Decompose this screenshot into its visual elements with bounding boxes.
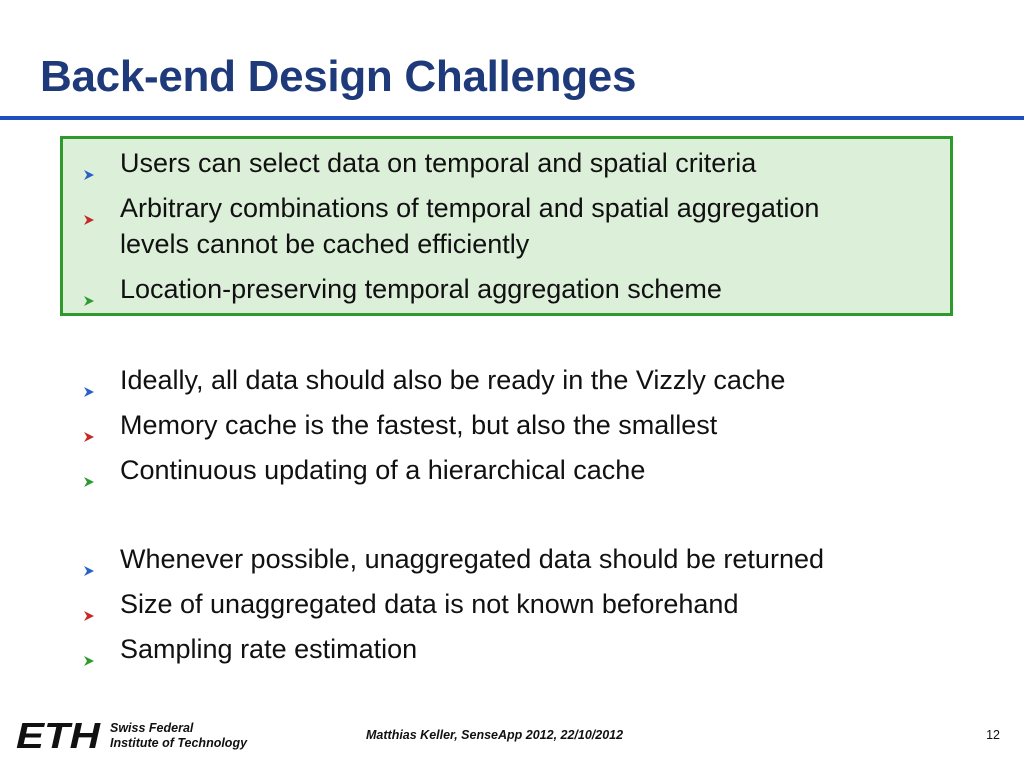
bullet-group-2 — [80, 362, 785, 497]
bullet-group-3 — [80, 541, 824, 676]
eth-logo — [16, 718, 102, 752]
bullet-text: Whenever possible, unaggregated data should be returned — [120, 544, 824, 574]
bullet-item — [80, 452, 785, 488]
bullet-item — [80, 362, 785, 398]
bullet-text: Location-preserving temporal aggregation scheme — [120, 274, 722, 304]
eth-logo-text: ETH — [16, 718, 102, 752]
bullet-item — [80, 271, 819, 307]
bullet-item — [80, 631, 824, 667]
bullet-text: Memory cache is the fastest, but also the smallest — [120, 410, 718, 440]
arrow-bullet-icon — [82, 462, 96, 476]
bullet-text: Ideally, all data should also be ready in the Vizzly cache — [120, 365, 786, 395]
institution-line-1: Swiss Federal — [110, 721, 194, 735]
arrow-bullet-icon — [82, 372, 96, 386]
arrow-bullet-icon — [82, 417, 96, 431]
slide-title: Back-end Design Challenges — [40, 52, 637, 101]
bullet-text: Size of unaggregated data is not known beforehand — [120, 589, 739, 619]
bullet-item — [80, 145, 819, 181]
bullet-text: Users can select data on temporal and spatial criteria — [120, 148, 757, 178]
bullet-item — [80, 586, 824, 622]
arrow-bullet-icon — [82, 155, 96, 169]
arrow-bullet-icon — [82, 641, 96, 655]
presenter-info: Matthias Keller, SenseApp 2012, 22/10/2012 — [366, 728, 624, 742]
bullet-text: Continuous updating of a hierarchical cache — [120, 455, 646, 485]
institution-name — [110, 721, 247, 751]
arrow-bullet-icon — [82, 596, 96, 610]
page-number: 12 — [986, 728, 1000, 742]
bullet-item — [80, 407, 785, 443]
bullet-text: Arbitrary combinations of temporal and spatial aggregation levels cannot be cached efficiently — [120, 193, 820, 259]
bullet-text: Sampling rate estimation — [120, 634, 418, 664]
bullet-item — [80, 190, 819, 262]
title-divider — [0, 116, 1024, 120]
institution-line-2: Institute of Technology — [110, 736, 248, 750]
arrow-bullet-icon — [82, 551, 96, 565]
arrow-bullet-icon — [82, 281, 96, 295]
bullet-group-1 — [80, 145, 819, 316]
arrow-bullet-icon — [82, 200, 96, 214]
bullet-item — [80, 541, 824, 577]
